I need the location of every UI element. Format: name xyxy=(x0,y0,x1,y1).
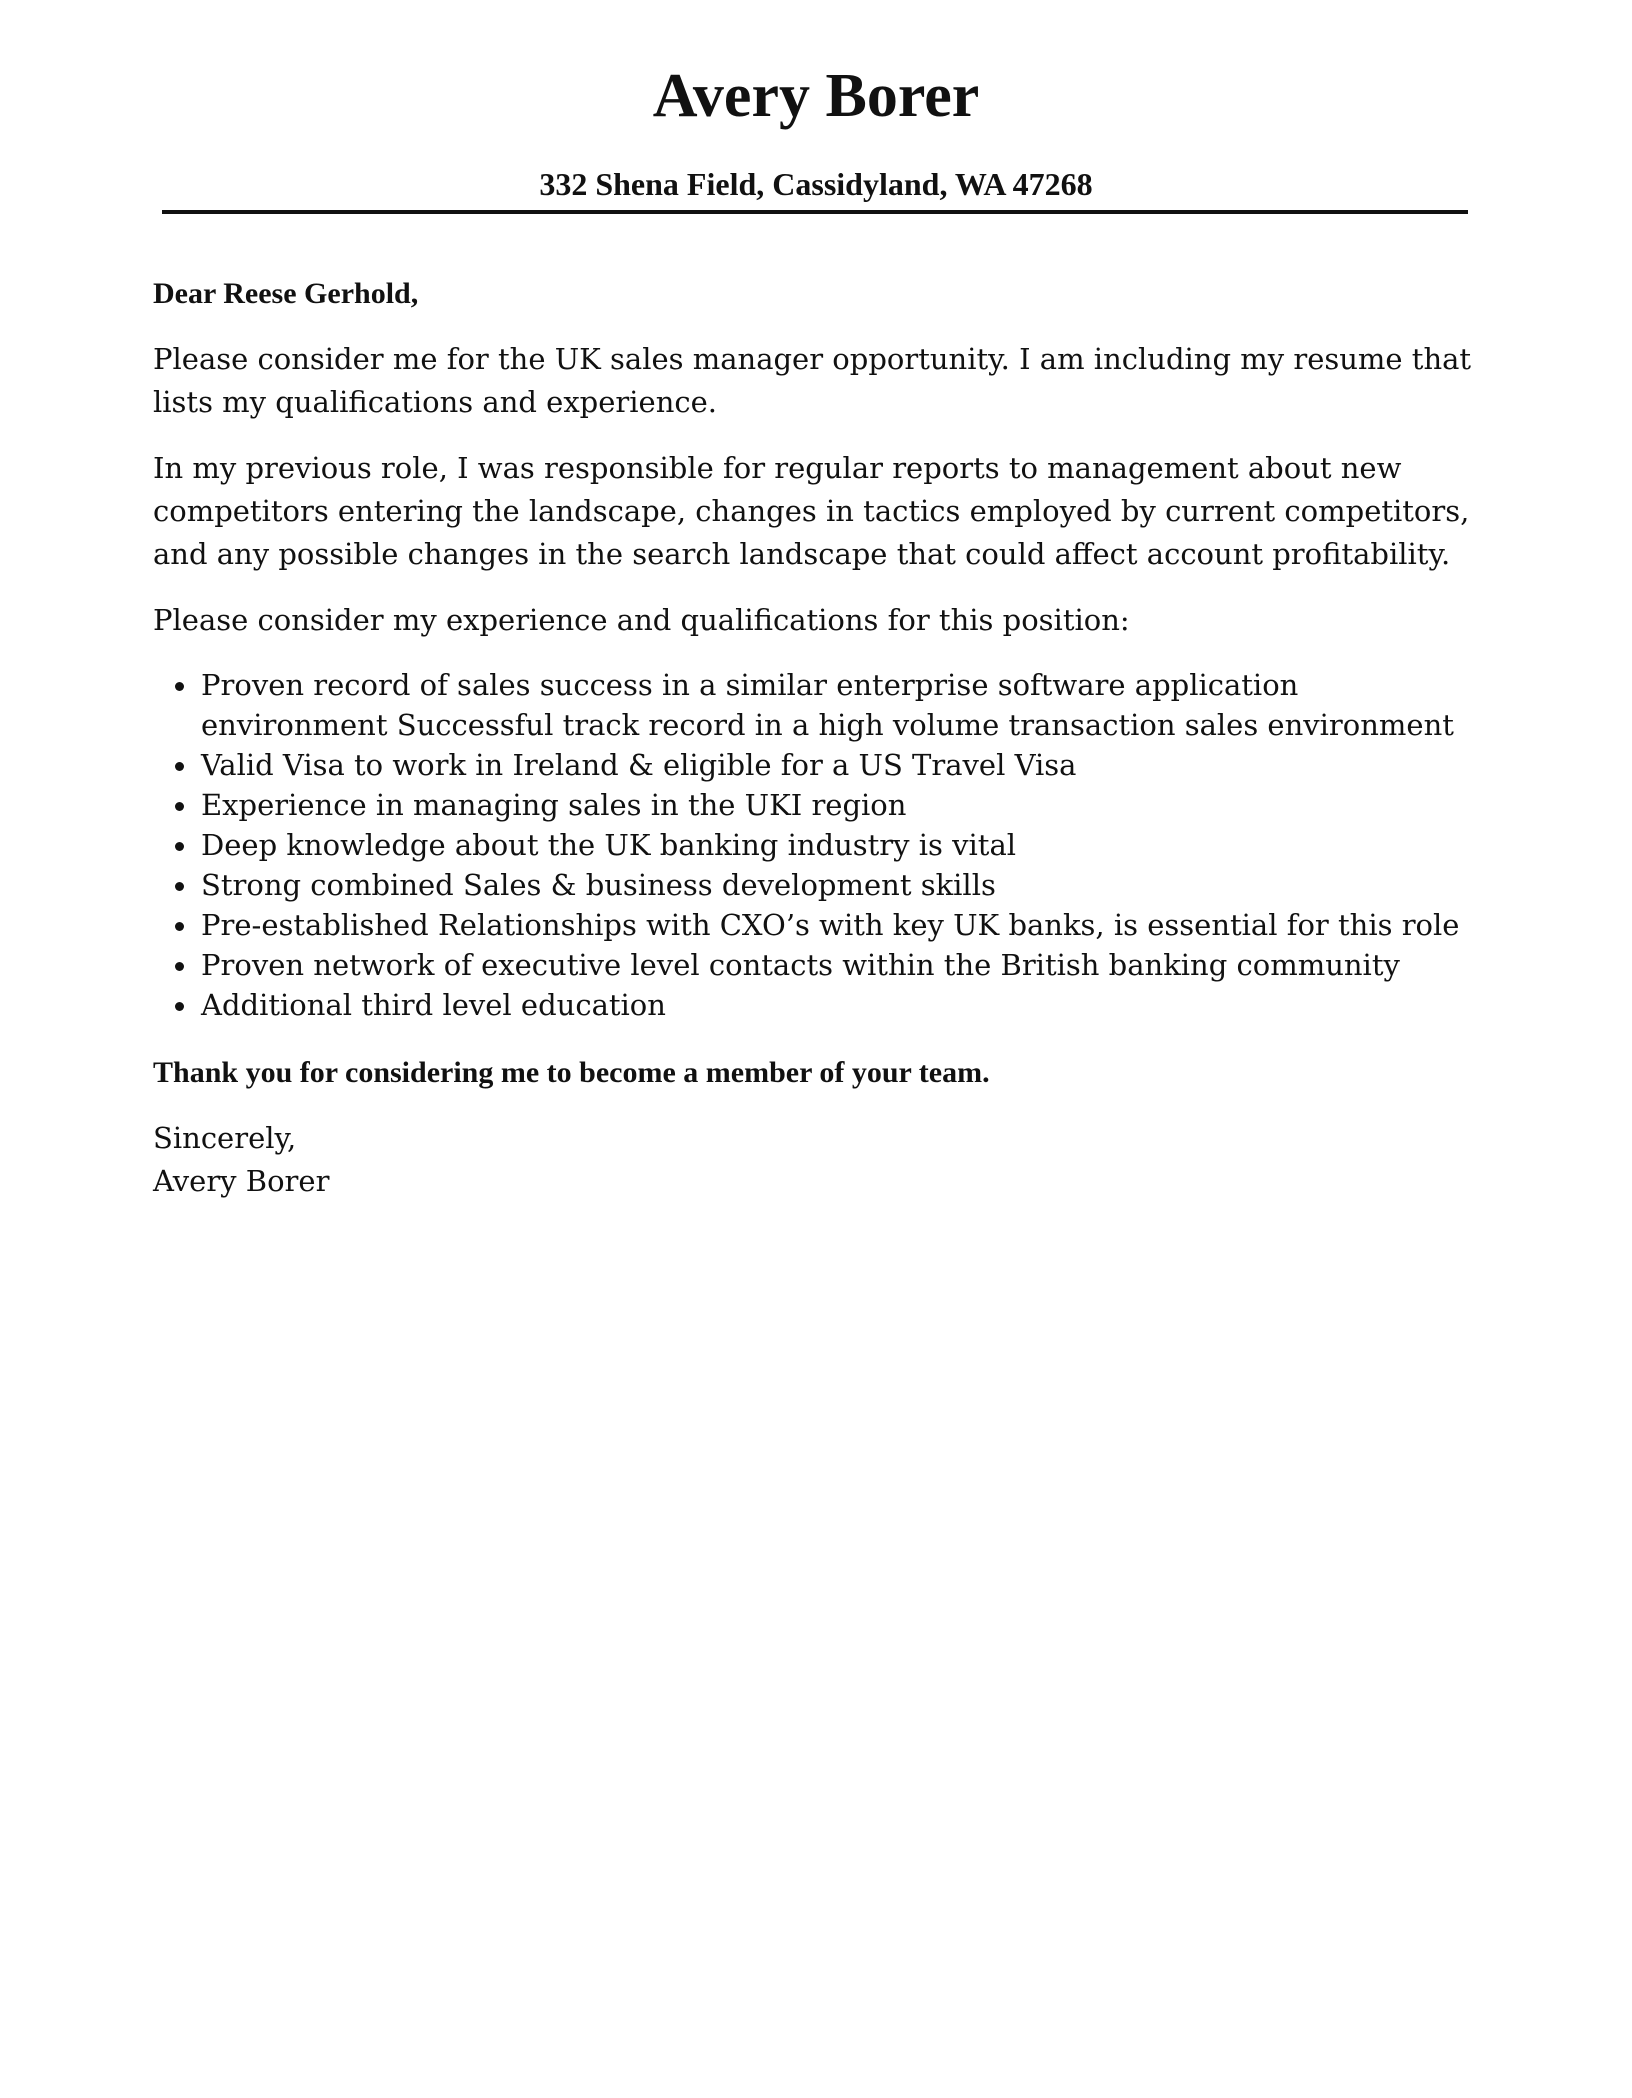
list-item: Experience in managing sales in the UKI region xyxy=(201,785,1483,825)
sign-off: Sincerely, xyxy=(153,1121,297,1155)
experience-paragraph: In my previous role, I was responsible for regular reports to management about new competitors entering the landscape, changes in tactics employed by current competitors, and any possible changes in the search landscape that could affect account profitability. xyxy=(153,451,1470,571)
list-item: Proven network of executive level contacts within the British banking community xyxy=(201,945,1483,985)
list-item: Proven record of sales success in a similar enterprise software application environment Successful track record in a high volume transaction sales environment xyxy=(201,665,1483,745)
signature-name: Avery Borer xyxy=(153,1164,330,1198)
list-item: Pre-established Relationships with CXO’s with key UK banks, is essential for this role xyxy=(201,905,1483,945)
list-item: Valid Visa to work in Ireland & eligible for a US Travel Visa xyxy=(201,745,1483,785)
closing-statement: Thank you for considering me to become a member of your team. xyxy=(153,1056,990,1089)
header-divider xyxy=(162,210,1468,214)
salutation: Dear Reese Gerhold, xyxy=(153,277,419,310)
list-item: Additional third level education xyxy=(201,985,1483,1025)
list-item: Strong combined Sales & business development skills xyxy=(201,865,1483,905)
intro-paragraph: Please consider me for the UK sales manager opportunity. I am including my resume that lists my qualifications and experience. xyxy=(153,342,1472,419)
list-item: Deep knowledge about the UK banking industry is vital xyxy=(201,825,1483,865)
applicant-name: Avery Borer xyxy=(652,62,980,130)
applicant-address: 332 Shena Field, Cassidyland, WA 47268 xyxy=(539,166,1093,202)
qualifications-intro: Please consider my experience and qualifications for this position: xyxy=(153,603,1130,637)
qualifications-list xyxy=(153,665,1483,1025)
letter-body xyxy=(153,272,1483,1203)
